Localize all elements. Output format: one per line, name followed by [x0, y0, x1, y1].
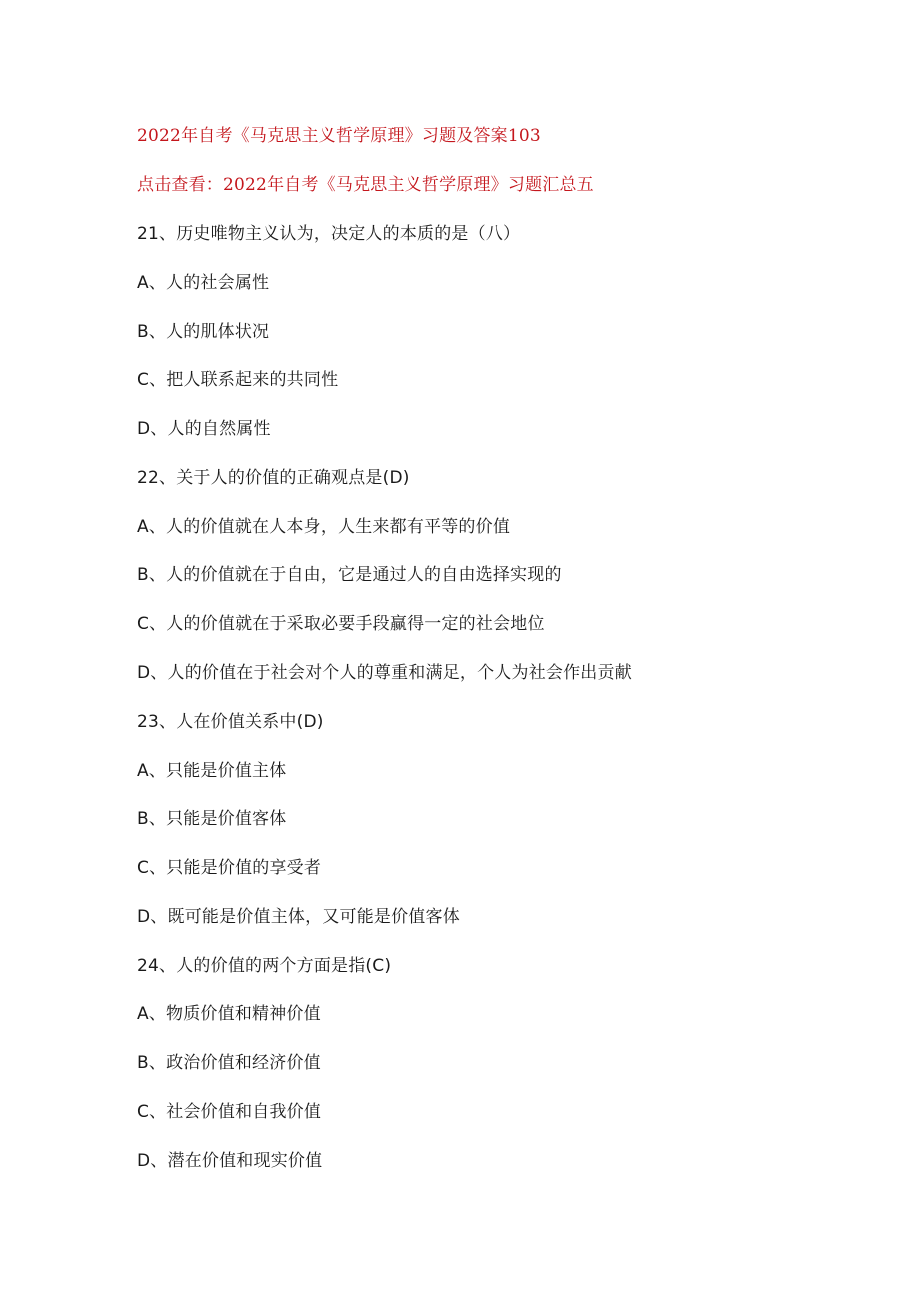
question-22-option-b: B、人的价值就在于自由，它是通过人的自由选择实现的: [137, 565, 562, 585]
question-22-option-a: A、人的价值就在人本身，人生来都有平等的价值: [137, 517, 511, 537]
document-title: 2022年自考《马克思主义哲学原理》习题及答案103: [137, 126, 541, 146]
question-21-option-b: B、人的肌体状况: [137, 322, 270, 342]
question-23-option-b: B、只能是价值客体: [137, 809, 287, 829]
question-23-stem: 23、人在价值关系中(D): [137, 712, 324, 732]
question-22-option-d: D、人的价值在于社会对个人的尊重和满足，个人为社会作出贡献: [137, 663, 632, 683]
question-21-stem: 21、历史唯物主义认为，决定人的本质的是（八）: [137, 224, 521, 244]
question-24-option-d: D、潜在价值和现实价值: [137, 1151, 323, 1171]
question-24-stem: 24、人的价值的两个方面是指(C): [137, 956, 392, 976]
view-summary-link[interactable]: 点击查看：2022年自考《马克思主义哲学原理》习题汇总五: [137, 175, 594, 195]
question-23-option-d: D、既可能是价值主体，又可能是价值客体: [137, 907, 460, 927]
question-24-option-b: B、政治价值和经济价值: [137, 1053, 321, 1073]
question-22-option-c: C、人的价值就在于采取必要手段赢得一定的社会地位: [137, 614, 545, 634]
question-21-option-c: C、把人联系起来的共同性: [137, 370, 339, 390]
question-21-option-a: A、人的社会属性: [137, 273, 270, 293]
question-24-option-c: C、社会价值和自我价值: [137, 1102, 322, 1122]
question-23-option-a: A、只能是价值主体: [137, 761, 287, 781]
question-23-option-c: C、只能是价值的享受者: [137, 858, 322, 878]
question-24-option-a: A、物质价值和精神价值: [137, 1004, 321, 1024]
question-21-option-d: D、人的自然属性: [137, 419, 271, 439]
question-22-stem: 22、关于人的价值的正确观点是(D): [137, 468, 410, 488]
